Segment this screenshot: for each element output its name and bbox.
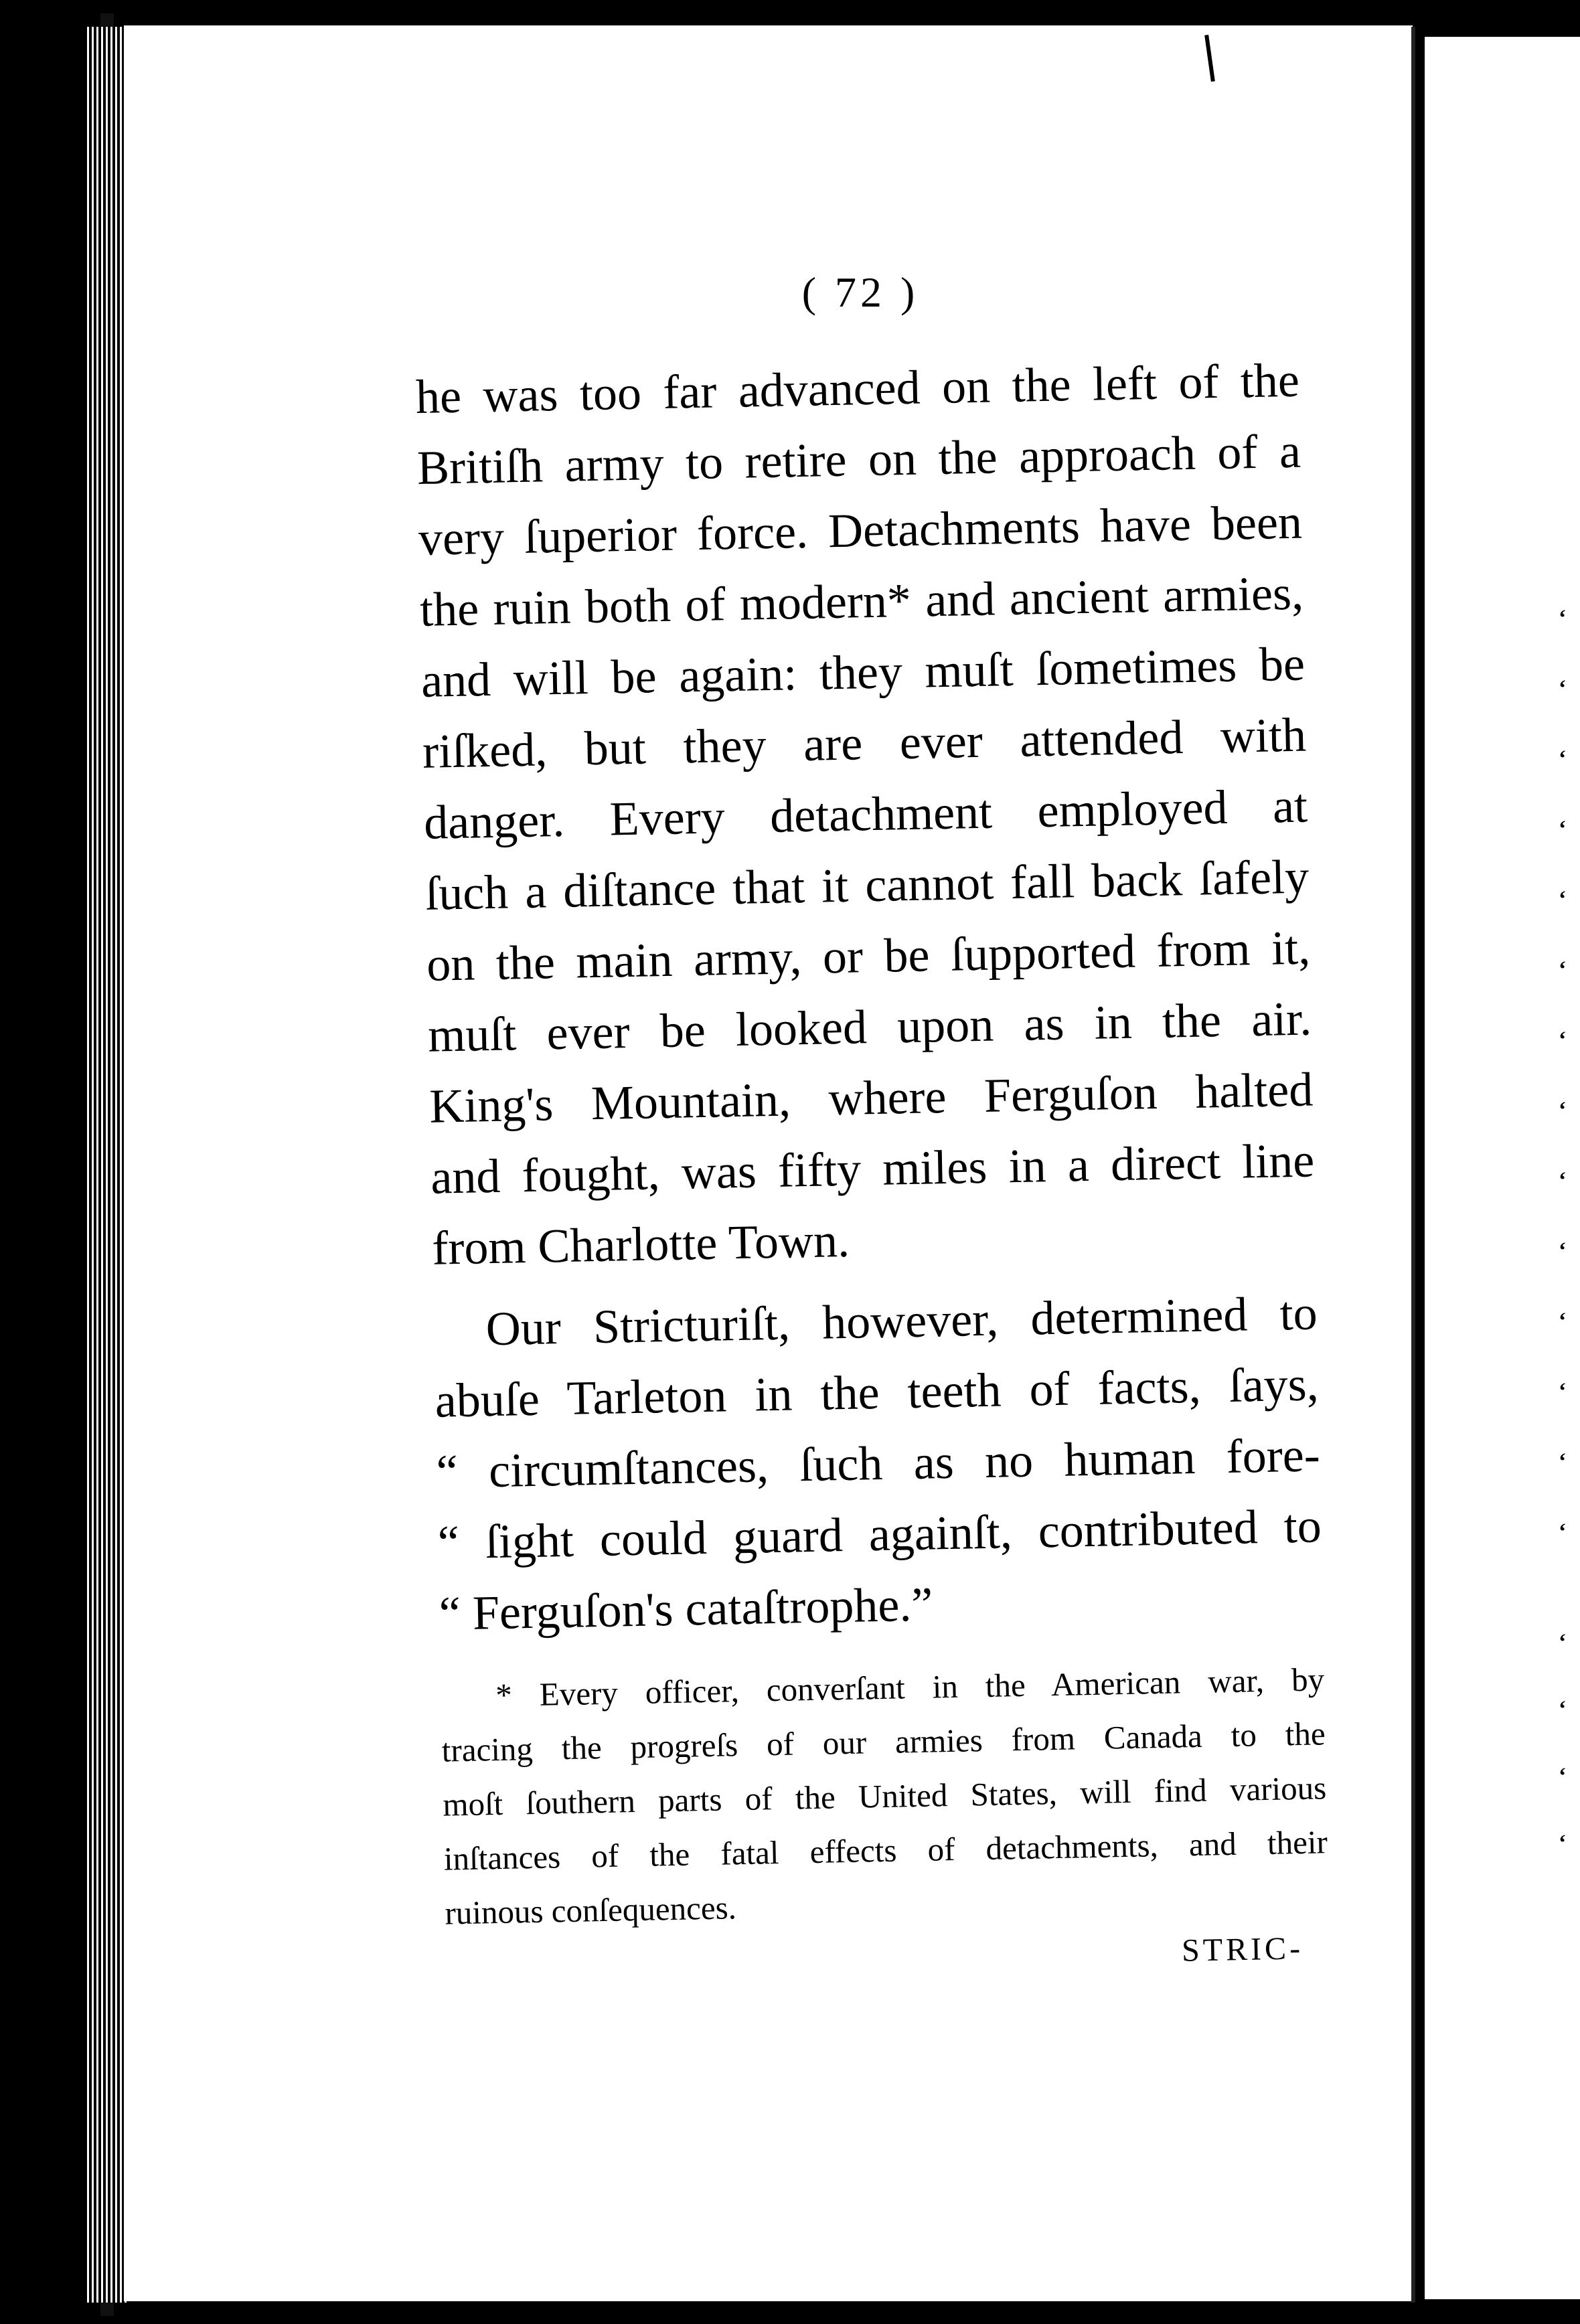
- text-line: “ ſight could guard againſt, contributed to: [437, 1499, 1322, 1570]
- footnote: [441, 1652, 1330, 1940]
- facing-page-mark: ‘: [1559, 1764, 1567, 1789]
- text-line: Britiſh army to retire on the approach of a: [416, 424, 1301, 495]
- text-line: riſked, but they are ever attended with: [422, 708, 1307, 778]
- facing-page-mark: ‘: [1559, 676, 1567, 701]
- facing-page: [1425, 37, 1580, 2299]
- text-line: muſt ever be looked upon as in the air.: [427, 991, 1312, 1062]
- text-line: King's Mountain, where Ferguſon halted: [428, 1062, 1314, 1133]
- facing-page-mark: ‘: [1559, 1309, 1567, 1333]
- facing-page-mark: ‘: [1559, 606, 1567, 631]
- text-line: and will be again: they muſt ſometimes be: [420, 637, 1306, 708]
- page-number: ( 72 ): [801, 268, 919, 316]
- facing-page-mark: ‘: [1559, 1238, 1567, 1263]
- footnote-line: * Every officer, converſant in the American war, by: [495, 1661, 1325, 1714]
- text-line: he was too far advanced on the left of the: [415, 353, 1300, 424]
- page-text: [415, 345, 1329, 1940]
- text-line: “ Ferguſon's cataſtrophe.”: [439, 1577, 933, 1641]
- text-line: abuſe Tarleton in the teeth of facts, ſays,: [434, 1357, 1320, 1428]
- text-line: and fought, was fifty miles in a direct line: [430, 1133, 1315, 1204]
- page-gutter: [1411, 27, 1415, 2303]
- facing-page-mark: ‘: [1559, 1831, 1567, 1855]
- catchword: STRIC-: [1181, 1930, 1304, 1969]
- facing-page-mark: ‘: [1559, 1027, 1567, 1052]
- facing-page-mark: ‘: [1559, 1630, 1567, 1655]
- text-line: danger. Every detachment employed at: [423, 778, 1308, 849]
- facing-page-mark: ‘: [1559, 1168, 1567, 1193]
- text-line: “ circumſtances, ſuch as no human fore-: [436, 1428, 1321, 1499]
- page-stack-edge: [87, 27, 127, 2303]
- text-line: very ſuperior force. Detachments have been: [418, 495, 1303, 566]
- footnote-line: ruinous conſequences.: [444, 1889, 737, 1932]
- text-line: the ruin both of modern* and ancient armies,: [419, 566, 1304, 637]
- facing-page-mark: ‘: [1559, 957, 1567, 982]
- facing-page-mark: ‘: [1559, 1697, 1567, 1722]
- text-line: from Charlotte Town.: [431, 1213, 850, 1275]
- facing-page-mark: ‘: [1559, 1098, 1567, 1123]
- text-line: on the main army, or be ſupported from it,: [426, 920, 1311, 991]
- facing-page-mark: ‘: [1559, 746, 1567, 771]
- facing-page-mark: ‘: [1559, 817, 1567, 841]
- footnote-line: inſtances of the fatal effects of detachments, and their: [443, 1823, 1328, 1878]
- paragraph-1: [415, 345, 1316, 1284]
- facing-page-mark: ‘: [1559, 1519, 1567, 1544]
- facing-page-mark: ‘: [1559, 1449, 1567, 1474]
- text-line: ſuch a diſtance that it cannot fall back ſafely: [424, 849, 1310, 920]
- footnote-line: moſt ſouthern parts of the United States, will find various: [442, 1769, 1327, 1823]
- footnote-line: tracing the progreſs of our armies from Canada to the: [441, 1715, 1326, 1769]
- facing-page-mark: ‘: [1559, 887, 1567, 912]
- paragraph-2: [433, 1277, 1324, 1649]
- text-line: Our Stricturiſt, however, determined to: [485, 1286, 1318, 1356]
- facing-page-mark: ‘: [1559, 1379, 1567, 1404]
